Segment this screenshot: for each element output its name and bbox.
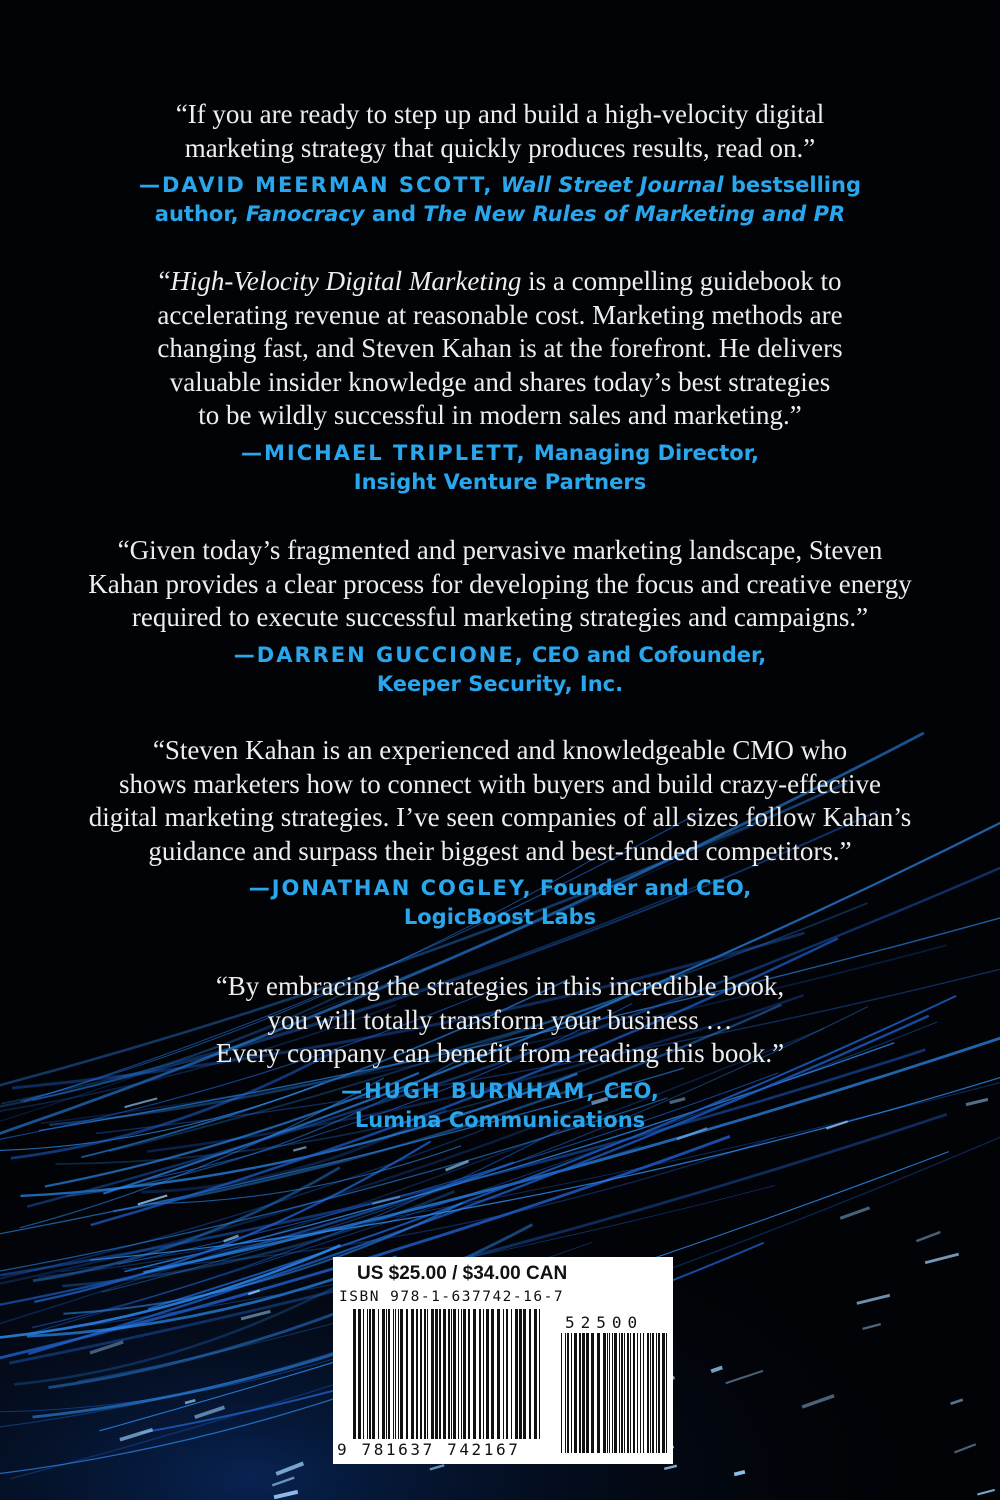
testimonial-3-attribution [60, 641, 940, 699]
isbn-barcode-label [333, 1257, 673, 1464]
attribution-book-title: The New Rules of Marketing and PR [423, 202, 846, 226]
book-title: High-Velocity Digital Marketing [170, 266, 522, 296]
testimonial-2-text [60, 265, 940, 433]
barcode-bar [607, 1333, 608, 1453]
barcode-bar [574, 1333, 577, 1453]
attribution-conjunction: and [371, 202, 416, 226]
barcode-bar [612, 1333, 613, 1453]
testimonial-3 [60, 534, 940, 699]
barcode-bar [647, 1333, 649, 1453]
barcode-bar [567, 1333, 569, 1453]
price-text: US $25.00 / $34.00 CAN [357, 1263, 568, 1284]
barcode-bar [386, 1309, 387, 1439]
testimonial-2 [60, 265, 940, 497]
barcode-bar [529, 1309, 531, 1439]
barcode-bars [333, 1257, 673, 1464]
quote-line: shows marketers how to connect with buyers and build crazy-effective [119, 768, 881, 799]
barcode-bar [503, 1309, 504, 1439]
barcode-bar [643, 1333, 644, 1453]
barcode-bar [353, 1309, 356, 1439]
testimonial-1-attribution [60, 171, 940, 229]
attribution-role: Founder and CEO, [539, 876, 752, 900]
barcode-bar [597, 1333, 600, 1453]
attribution-role: CEO and Cofounder, [532, 642, 767, 667]
barcode-bar [565, 1333, 566, 1453]
quote-line: is a compelling guidebook to [521, 266, 842, 296]
quote-line: valuable insider knowledge and shares today’s best strategies [169, 366, 831, 397]
barcode-bar [463, 1309, 466, 1439]
isbn-text: ISBN 978-1-637742-16-7 [339, 1289, 565, 1305]
testimonial-1 [60, 98, 940, 229]
barcode-bar [591, 1333, 594, 1453]
barcode-bar [382, 1309, 385, 1439]
barcode-bar [633, 1333, 635, 1453]
barcode-bar [519, 1309, 522, 1439]
barcode-bar [367, 1309, 368, 1439]
attribution-name: —DAVID MEERMAN SCOTT, [139, 173, 494, 197]
barcode-bar [627, 1333, 629, 1453]
barcode-bar [468, 1309, 470, 1439]
testimonial-4-text [60, 734, 940, 868]
barcode-bar [506, 1309, 508, 1439]
barcode-bar [400, 1309, 403, 1439]
barcode-bar [398, 1309, 399, 1439]
attribution-role: Managing Director, [533, 440, 759, 465]
barcode-bar [431, 1309, 434, 1439]
barcode-bar [652, 1333, 654, 1453]
barcode-bar [363, 1309, 364, 1439]
attribution-name: —DARREN GUCCIONE, [233, 642, 525, 667]
barcode-bar [614, 1333, 617, 1453]
quote-line: “Steven Kahan is an experienced and knowledgeable CMO who [152, 735, 848, 765]
attribution-publication: Wall Street Journal [500, 173, 724, 197]
barcode-bar [424, 1309, 426, 1439]
price-addon-digits: 52500 [565, 1313, 644, 1332]
attribution-org: LogicBoost Labs [403, 905, 597, 929]
attribution-org: Keeper Security, Inc. [376, 671, 624, 696]
quote-line: Every company can benefit from reading this book.” [215, 1038, 785, 1068]
barcode-bar [473, 1309, 476, 1439]
barcode-bar [406, 1309, 408, 1439]
barcode-bar [662, 1333, 665, 1453]
barcode-bar [571, 1333, 572, 1453]
barcode-bar [603, 1333, 606, 1453]
barcode-bar [461, 1309, 462, 1439]
barcode-bar [497, 1309, 500, 1439]
quote-line: guidance and surpass their biggest and best-funded competitors.” [148, 835, 852, 866]
barcode-bar [388, 1309, 390, 1439]
testimonial-1-text [60, 98, 940, 165]
barcode-bar [582, 1333, 585, 1453]
barcode-bar [624, 1333, 625, 1453]
quote-line: marketing strategy that quickly produces results, read on.” [184, 132, 816, 163]
quote-line: changing fast, and Steven Kahan is at the forefront. He delivers [157, 333, 843, 363]
testimonial-5-text [60, 970, 940, 1071]
attribution-name: —HUGH BURNHAM, [341, 1078, 597, 1103]
barcode-bar [483, 1309, 484, 1439]
barcode-bar [411, 1309, 414, 1439]
barcode-bar [443, 1309, 446, 1439]
barcode-bar [515, 1309, 518, 1439]
attribution-role: author, [154, 202, 239, 226]
barcode-bar [491, 1309, 494, 1439]
barcode-bar [637, 1333, 638, 1453]
barcode-bar [479, 1309, 481, 1439]
barcode-bar [393, 1309, 394, 1439]
attribution-book-title: Fanocracy [245, 202, 365, 226]
testimonial-3-text [60, 534, 940, 635]
barcode-bar [534, 1309, 537, 1439]
barcode-bar [458, 1309, 459, 1439]
barcode-bar [561, 1333, 562, 1453]
barcode-bar [453, 1309, 456, 1439]
quote-mark: “ [158, 266, 171, 296]
testimonial-5-attribution [60, 1077, 940, 1135]
attribution-role: CEO, [603, 1078, 659, 1103]
quote-line: digital marketing strategies. I’ve seen companies of all sizes follow Kahan’s [88, 802, 912, 832]
barcode-bar [523, 1309, 526, 1439]
barcode-bar [372, 1309, 375, 1439]
testimonial-4 [60, 734, 940, 932]
barcode-bar [586, 1333, 589, 1453]
barcode-bar [435, 1309, 438, 1439]
attribution-org: Insight Venture Partners [353, 469, 647, 494]
barcode-bar [621, 1333, 623, 1453]
barcode-bar [420, 1309, 422, 1439]
quote-line: “By embracing the strategies in this incredible book, [215, 971, 785, 1001]
attribution-role: bestselling [730, 173, 861, 197]
attribution-name: —MICHAEL TRIPLETT, [241, 440, 527, 465]
barcode-bar [609, 1333, 610, 1453]
barcode-bar [656, 1333, 657, 1453]
barcode-bar [378, 1309, 379, 1439]
barcode-bar [666, 1333, 667, 1453]
barcode-bar [486, 1309, 489, 1439]
quote-line: “Given today’s fragmented and pervasive marketing landscape, Steven [117, 535, 883, 565]
barcode-bar [358, 1309, 361, 1439]
barcode-bar [369, 1309, 371, 1439]
barcode-bar [451, 1309, 452, 1439]
barcode-bar [427, 1309, 428, 1439]
testimonial-2-attribution [60, 439, 940, 497]
quote-line: accelerating revenue at reasonable cost. Marketing methods are [157, 299, 843, 330]
barcode-bar [630, 1333, 631, 1453]
quote-line: “If you are ready to step up and build a high-velocity digital [175, 99, 825, 129]
barcode-bar [650, 1333, 651, 1453]
barcode-bar [579, 1333, 581, 1453]
barcode-bar [539, 1309, 540, 1439]
attribution-org: Lumina Communications [354, 1107, 646, 1132]
quote-line: required to execute successful marketing strategies and campaigns.” [131, 602, 869, 632]
barcode-bar [640, 1333, 641, 1453]
attribution-name: —JONATHAN COGLEY, [248, 876, 533, 900]
barcode-bar [395, 1309, 396, 1439]
barcode-bar [439, 1309, 441, 1439]
ean-digits: 9 781637 742167 [337, 1440, 521, 1459]
barcode-bar [619, 1333, 620, 1453]
quote-line: you will totally transform your business … [267, 1004, 733, 1035]
barcode-bar [416, 1309, 418, 1439]
quote-line: to be wildly successful in modern sales and marketing.” [198, 400, 802, 430]
barcode-bar [511, 1309, 512, 1439]
testimonial-4-attribution [60, 874, 940, 932]
quote-line: Kahan provides a clear process for developing the focus and creative energy [88, 568, 912, 599]
barcode-bar [658, 1333, 660, 1453]
testimonial-5 [60, 970, 940, 1135]
barcode-bar [448, 1309, 450, 1439]
